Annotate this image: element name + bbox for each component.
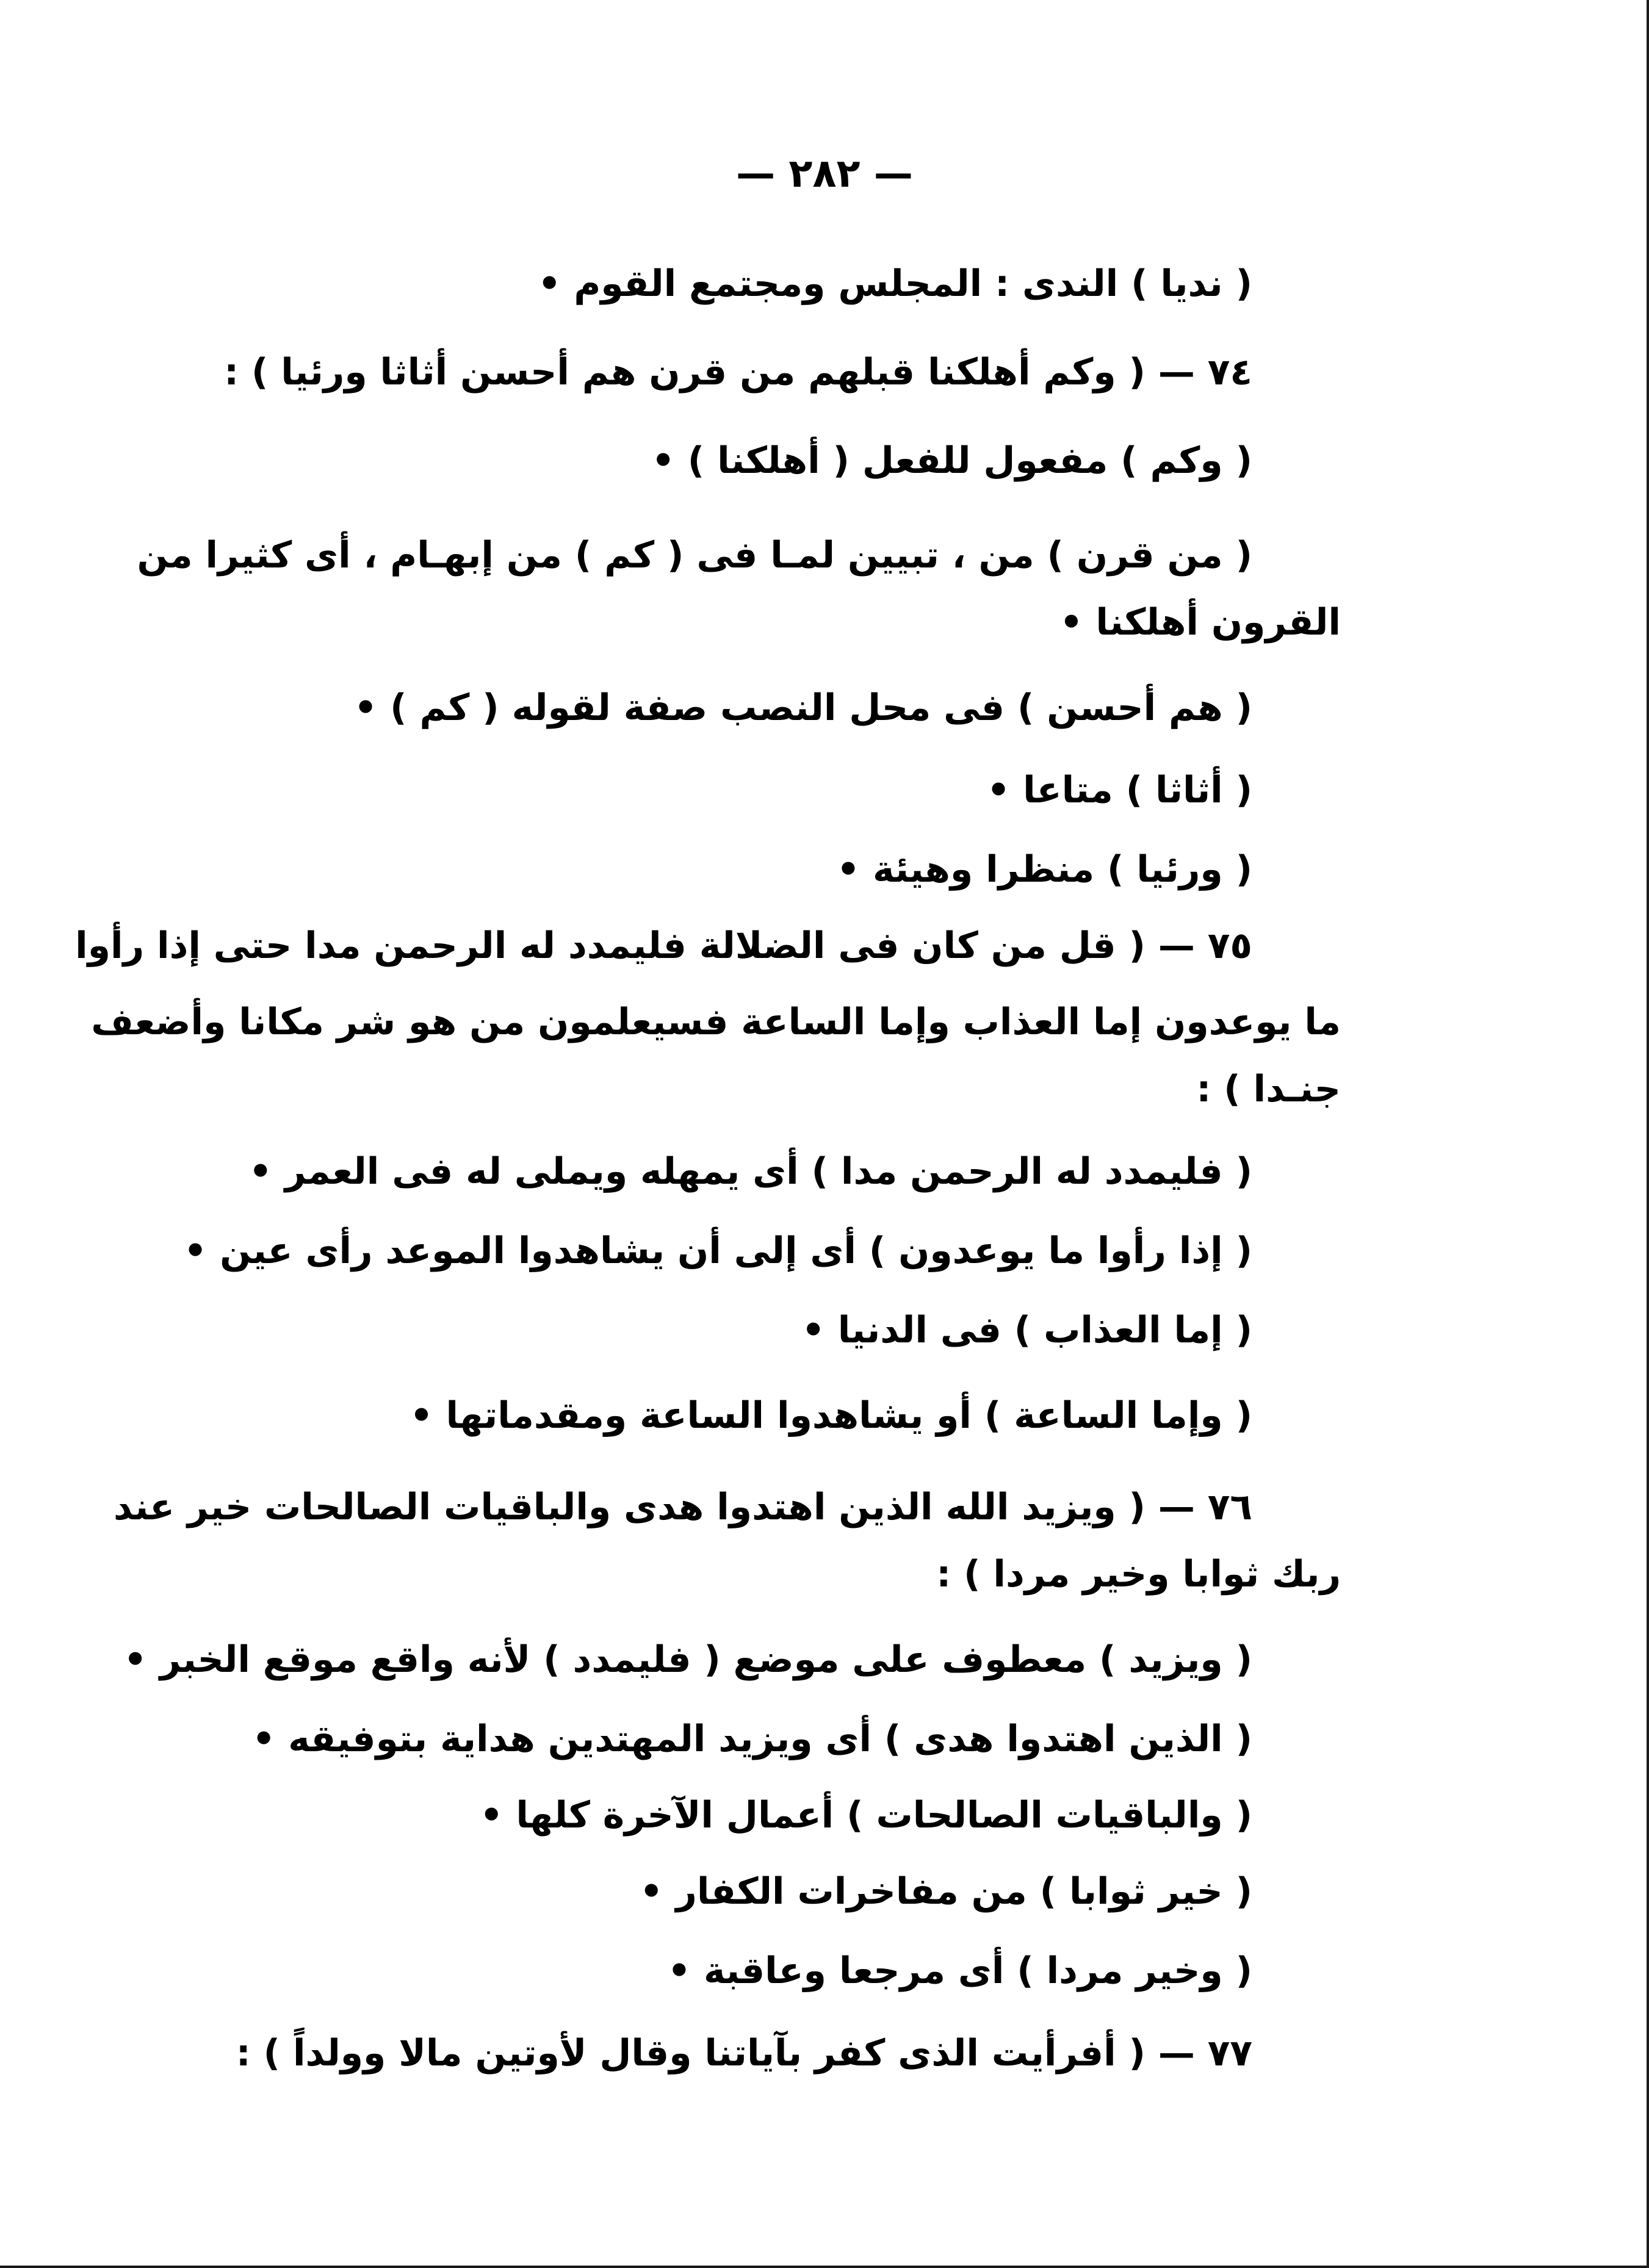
- text-line: ( إذا رأوا ما يوعدون ) أى إلى أن يشاهدوا الموعد رأى عين •: [183, 1229, 1252, 1272]
- page-edge-right: [1647, 0, 1649, 2268]
- text-line: ( خير ثوابا ) من مفاخرات الكفار •: [640, 1870, 1252, 1913]
- text-line: ( إما العذاب ) فى الدنيا •: [801, 1309, 1252, 1352]
- text-line: ( وخير مردا ) أى مرجعا وعاقبة •: [667, 1949, 1252, 1992]
- text-line: ( ورئيا ) منظرا وهيئة •: [836, 848, 1252, 891]
- text-line: ( أثاثا ) متاعا •: [986, 769, 1252, 812]
- text-line: ( من قرن ) من ، تبيين لمـا فى ( كم ) من إبهـام ، أى كثيرا من: [137, 534, 1252, 577]
- text-line: ٧٦ — ( ويزيد الله الذين اهتدوا هدى والباقيات الصالحات خير عند: [113, 1486, 1252, 1528]
- text-line: جنـدا ) :: [1196, 1068, 1341, 1111]
- text-line: ربك ثوابا وخير مردا ) :: [936, 1553, 1341, 1596]
- text-line: ( وكم ) مفعول للفعل ( أهلكنا ) •: [651, 439, 1252, 482]
- text-line: ( الذين اهتدوا هدى ) أى ويزيد المهتدين هداية بتوفيقه •: [251, 1718, 1252, 1760]
- page-number: — ٢٨٢ —: [736, 151, 913, 196]
- text-line: ( والباقيات الصالحات ) أعمال الآخرة كلها •: [480, 1794, 1252, 1837]
- text-line: ( نديا ) الندى : المجلس ومجتمع القوم •: [538, 262, 1252, 305]
- text-line: ( ويزيد ) معطوف على موضع ( فليمدد ) لأنه واقع موقع الخبر •: [123, 1638, 1252, 1681]
- page-edge-bottom: [0, 2266, 1649, 2268]
- text-line: ٧٤ — ( وكم أهلكنا قبلهم من قرن هم أحسن أثاثا ورئيا ) :: [224, 351, 1252, 394]
- text-line: ما يوعدون إما العذاب وإما الساعة فسيعلمون من هو شر مكانا وأضعف: [91, 1001, 1341, 1043]
- text-line: ٧٧ — ( أفرأيت الذى كفر بآياتنا وقال لأوتين مالا وولداً ) :: [236, 2032, 1252, 2075]
- text-line: ( فليمدد له الرحمن مدا ) أى يمهله ويملى له فى العمر •: [248, 1150, 1252, 1193]
- text-line: ( وإما الساعة ) أو يشاهدوا الساعة ومقدماتها •: [410, 1394, 1252, 1437]
- text-line: ( هم أحسن ) فى محل النصب صفة لقوله ( كم ) •: [353, 686, 1252, 729]
- text-line: القرون أهلكنا •: [1059, 601, 1341, 644]
- text-line: ٧٥ — ( قل من كان فى الضلالة فليمدد له الرحمن مدا حتى إذا رأوا: [75, 924, 1252, 967]
